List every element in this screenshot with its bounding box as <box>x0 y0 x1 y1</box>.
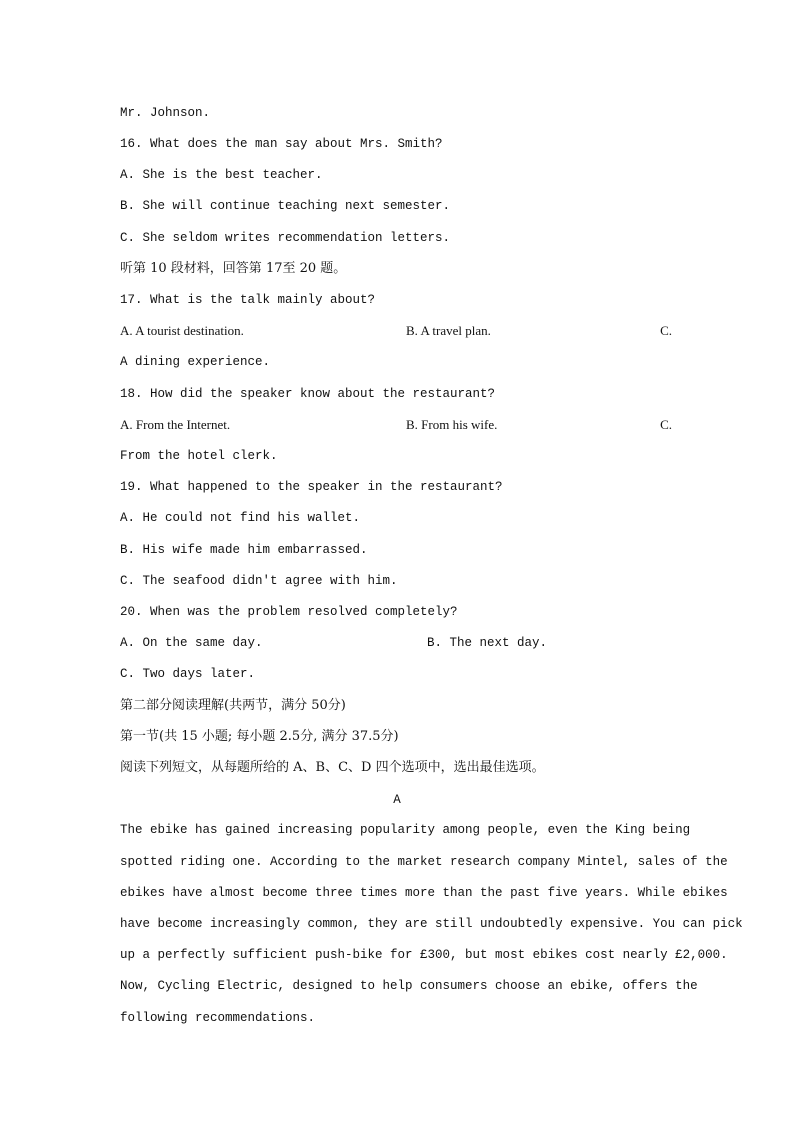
options-17-row <box>120 323 672 339</box>
text-line: Mr. Johnson. <box>120 106 211 120</box>
passage-line: up a perfectly sufficient push-bike for £300, but most ebikes cost nearly £2,000. <box>120 948 728 962</box>
part-two-heading: 第二部分阅读理解(共两节，满分 50分) <box>120 698 346 713</box>
option-20a: A. On the same day. <box>120 636 263 650</box>
passage-line: spotted riding one. According to the market research company Mintel, sales of the <box>120 855 728 869</box>
reading-instruction: 阅读下列短文，从每题所给的 A、B、C、D 四个选项中，选出最佳选项。 <box>120 760 545 775</box>
question-19: 19. What happened to the speaker in the restaurant? <box>120 480 503 494</box>
question-17: 17. What is the talk mainly about? <box>120 293 376 307</box>
option-18b: B. From his wife. <box>406 417 498 432</box>
question-16: 16. What does the man say about Mrs. Smith? <box>120 137 443 151</box>
section-instruction-10: 听第 10 段材料，回答第 17至 20 题。 <box>120 261 347 276</box>
option-17a: A. A tourist destination. <box>120 323 244 338</box>
question-18: 18. How did the speaker know about the restaurant? <box>120 387 496 401</box>
passage-line: Now, Cycling Electric, designed to help consumers choose an ebike, offers the <box>120 979 698 993</box>
section-one-heading: 第一节(共 15 小题; 每小题 2.5分, 满分 37.5分) <box>120 729 399 744</box>
option-19c: C. The seafood didn't agree with him. <box>120 574 398 588</box>
option-16a: A. She is the best teacher. <box>120 168 323 182</box>
question-20: 20. When was the problem resolved completely? <box>120 605 458 619</box>
option-17c-label: C. <box>660 323 672 338</box>
option-19a: A. He could not find his wallet. <box>120 511 361 525</box>
option-19b: B. His wife made him embarrassed. <box>120 543 368 557</box>
passage-label: A <box>393 793 401 807</box>
passage-line: The ebike has gained increasing popularity among people, even the King being <box>120 823 691 837</box>
option-18a: A. From the Internet. <box>120 417 231 432</box>
passage-line: have become increasingly common, they are still undoubtedly expensive. You can pick <box>120 917 743 931</box>
option-20c: C. Two days later. <box>120 667 256 681</box>
option-16c: C. She seldom writes recommendation letters. <box>120 231 451 245</box>
option-16b: B. She will continue teaching next semester. <box>120 199 451 213</box>
option-17b: B. A travel plan. <box>406 323 491 338</box>
option-18c-text: From the hotel clerk. <box>120 449 278 463</box>
option-18c-label: C. <box>660 417 672 432</box>
passage-line: ebikes have almost become three times more than the past five years. While ebikes <box>120 886 728 900</box>
option-17c-text: A dining experience. <box>120 355 271 369</box>
option-20b: B. The next day. <box>427 636 548 650</box>
options-18-row <box>120 417 672 433</box>
options-20-row <box>120 635 672 651</box>
passage-line: following recommendations. <box>120 1011 316 1025</box>
